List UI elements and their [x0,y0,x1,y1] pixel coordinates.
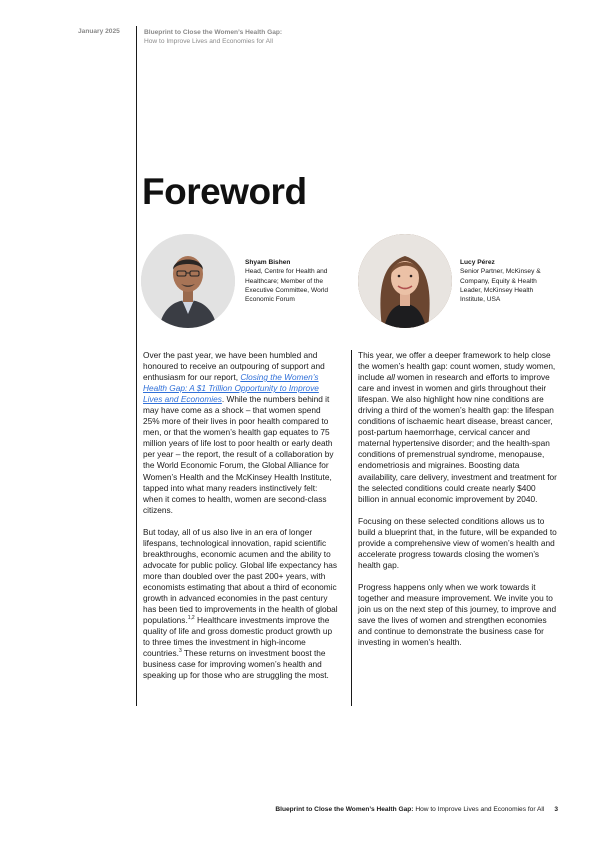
author-name: Lucy Pérez [460,259,495,266]
header-title-line1: Blueprint to Close the Women’s Health Gap: [144,29,283,36]
page-number: 3 [554,806,558,813]
author-name: Shyam Bishen [245,259,291,266]
author-photo-shyam-bishen [141,234,235,328]
author-bio-lucy-perez [460,258,560,304]
footer-title-bold: Blueprint to Close the Women’s Health Gap: [275,806,414,813]
text-run: Healthcare investments improve the quality of life and gross domestic product growth up to three times the investment in high-income countries. [143,615,333,659]
text-run: . While the numbers behind it may have come as a shock – that women spend 25% more of their lives in poor health compared to men, or that the women’s health gap equates to 75 million years of life lost to poor health or early death per year – the report, the result of a collaboration by the World Economic Forum, the Global Alliance for Women’s Health and the McKinsey Health Institute, tapped into what many readers instinctively felt: when it comes to health, women are second-class citizens. [143,394,334,515]
body-paragraph [143,350,339,516]
body-column-left [143,350,339,692]
author-bio-shyam-bishen [245,258,345,304]
footer-title-rest: How to Improve Lives and Economies for All [413,806,545,813]
footnote-ref: 3 [178,648,182,655]
body-column-right [358,350,558,659]
text-run: Over the past year, we have been humbled and honoured to receive an outpouring of support and enthusiasm for our report, [143,350,325,383]
body-paragraph: Progress happens only when we work towards it together and measure improvement. We invite you to join us on the next step of this journey, to improve and save the lives of women and strengthen economies and continue to demonstrate the business case for investing in women’s health. [358,581,557,648]
header-date: January 2025 [78,28,120,35]
body-paragraph: Focusing on these selected conditions allows us to build a blueprint that, in the future, will be expanded to provide a comprehensive view of women’s health and accelerate progress towards closing the women’s health gap. [358,515,557,570]
author-role: Head, Centre for Health and Healthcare; Member of the Executive Committee, World Economic Forum [245,268,329,304]
author-photo-illustration [358,234,452,328]
footnote-ref: 1,2 [187,615,195,622]
column-divider [351,350,352,706]
text-run: This year, we offer a deeper framework to help close the women’s health gap: count women, study women, include [358,350,556,383]
footer [275,806,558,813]
header-title [144,28,282,46]
text-run: women in research and efforts to improve care and invest in women and girls throughout their lifespan. We also highlight how nine conditions are driving a third of the women’s health gap: the lifespan conditions of ischaemic heart disease, breast cancer, post-partum haemorrhage, cervical cancer and maternal hypertensive disorder; and the health-span conditions of premenstrual syndrome, menopause, endometriosis and migraines. Boosting data availability, care delivery, investment and treatment for the selected conditions could create nearly $400 billion in annual economic improvement by 2040. [358,372,557,504]
text-run: But today, all of us also live in an era of longer lifespans, technological innovation, rapid scientific breakthroughs, economic acumen and the ability to advocate for public policy. Global life expectancy has more than doubled over the past 200+ years, with economists estimating that about a third of economic growth in advanced economies in the past century has been tied to improvements in the health of global populations. [143,526,338,626]
text-run: These returns on investment boost the business case for improving women’s health and speaking up for those who are struggling the most. [143,648,329,681]
body-paragraph [143,527,339,682]
page-title: Foreword [142,171,307,212]
author-photo-illustration [141,234,235,328]
body-paragraph [358,350,558,505]
report-link[interactable]: Closing the Women’s Health Gap: A $1 Trillion Opportunity to Improve Lives and Economies [143,372,319,405]
author-role: Senior Partner, McKinsey & Company, Equity & Health Leader, McKinsey Health Institute, USA [460,268,541,304]
vertical-rule [136,26,137,706]
header-title-line2: How to Improve Lives and Economies for All [144,38,274,45]
author-photo-lucy-perez [358,234,452,328]
emphasis: all [386,372,395,383]
